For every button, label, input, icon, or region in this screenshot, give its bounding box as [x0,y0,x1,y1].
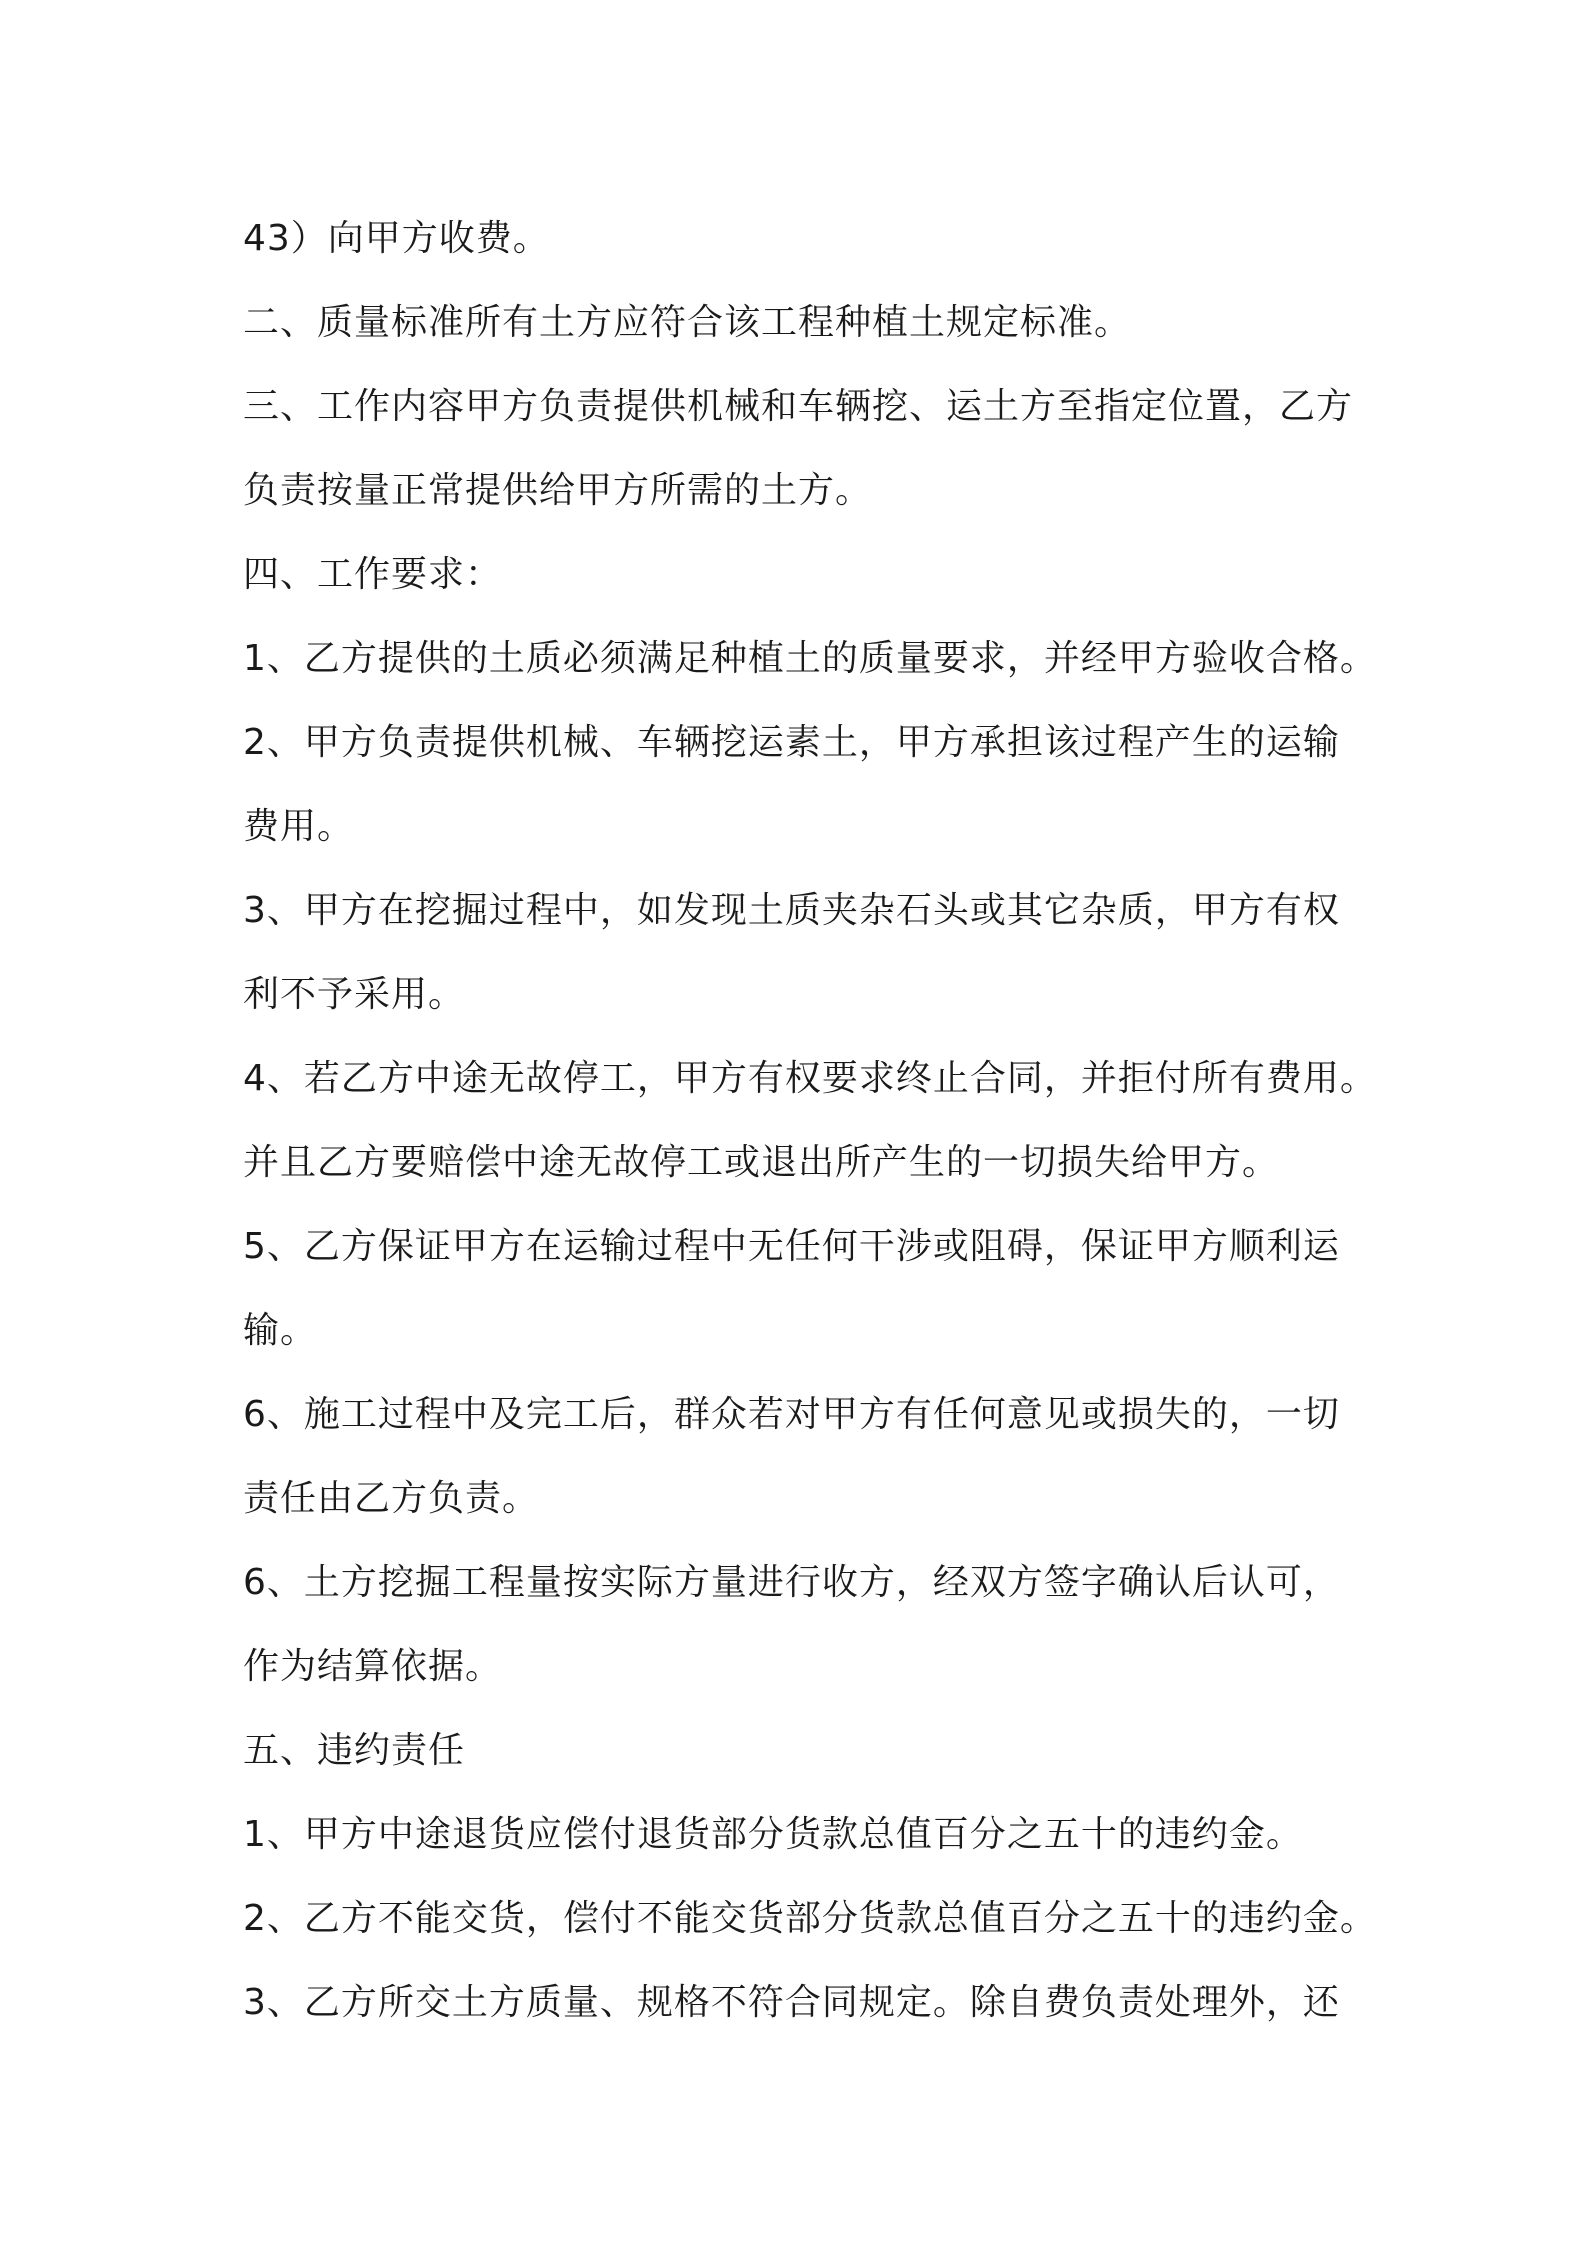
text-line: 3、甲方在挖掘过程中，如发现土质夹杂石头或其它杂质，甲方有权 [243,890,1340,931]
section-heading-work-requirements: 四、工作要求： [243,554,503,595]
section-heading-work-content: 三、工作内容甲方负责提供机械和车辆挖、运土方至指定位置，乙方 [243,386,1354,427]
text-line: 作为结算依据。 [243,1646,503,1687]
text-line: 责任由乙方负责。 [243,1478,540,1519]
text-line: 1、甲方中途退货应偿付退货部分货款总值百分之五十的违约金。 [243,1814,1303,1855]
text-line: 6、土方挖掘工程量按实际方量进行收方，经双方签字确认后认可， [243,1562,1340,1603]
contract-text-body [243,197,1383,2045]
section-heading-quality-standard: 二、质量标准所有土方应符合该工程种植土规定标准。 [243,302,1132,343]
text-line: 6、施工过程中及完工后，群众若对甲方有任何意见或损失的，一切 [243,1394,1340,1435]
text-line: 输。 [243,1310,318,1351]
text-line: 并且乙方要赔偿中途无故停工或退出所产生的一切损失给甲方。 [243,1142,1280,1183]
text-line: 1、乙方提供的土质必须满足种植土的质量要求，并经甲方验收合格。 [243,638,1377,679]
text-line: 4、若乙方中途无故停工，甲方有权要求终止合同，并拒付所有费用。 [243,1058,1377,1099]
text-line: 43）向甲方收费。 [243,218,550,259]
section-heading-breach-liability: 五、违约责任 [243,1730,466,1771]
text-line: 5、乙方保证甲方在运输过程中无任何干涉或阻碍，保证甲方顺利运 [243,1226,1340,1267]
text-line: 3、乙方所交土方质量、规格不符合同规定。除自费负责处理外，还 [243,1982,1340,2023]
text-line: 费用。 [243,806,355,847]
text-line: 2、甲方负责提供机械、车辆挖运素土，甲方承担该过程产生的运输 [243,722,1340,763]
text-line: 利不予采用。 [243,974,466,1015]
text-line: 2、乙方不能交货，偿付不能交货部分货款总值百分之五十的违约金。 [243,1898,1377,1939]
text-line: 负责按量正常提供给甲方所需的土方。 [243,470,873,511]
